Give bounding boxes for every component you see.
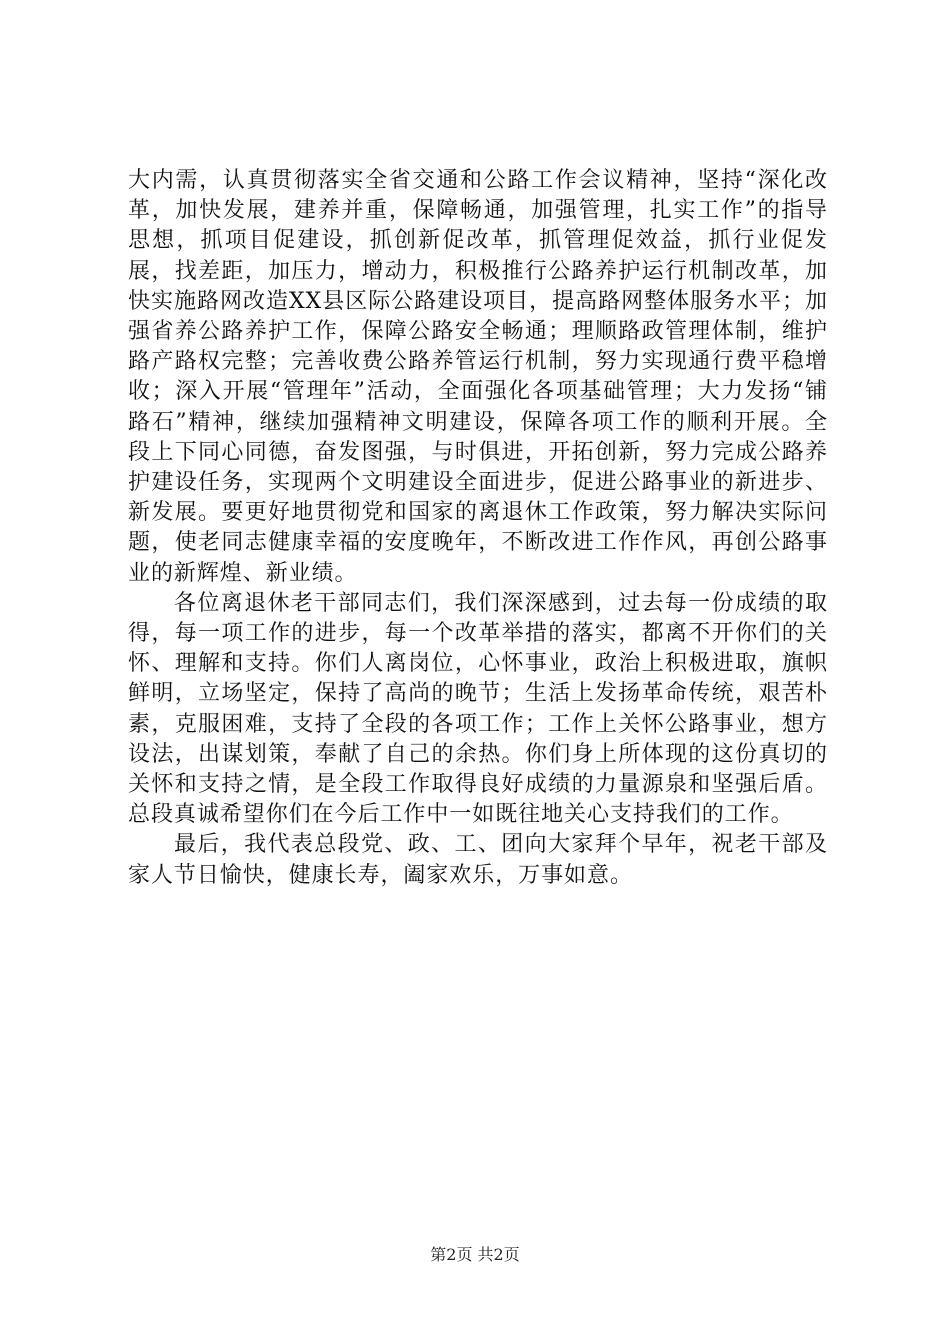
- paragraph-closing: 最后，我代表总段党、政、工、团向大家拜个早年，祝老干部及家人节日愉快，健康长寿，阖家欢乐，万事如意。: [128, 832, 828, 888]
- paragraph-thanks: 各位离退休老干部同志们，我们深深感到，过去每一份成绩的取得，每一项工作的进步，每一个改革举措的落实，都离不开你们的关怀、理解和支持。你们人离岗位，心怀事业，政治上积极进取，旗帜鲜明，立场坚定，保持了高尚的晚节；生活上发扬革命传统，艰苦朴素，克服困难，支持了全段的各项工作；工作上关怀公路事业，想方设法，出谋划策，奉献了自己的余热。你们身上所体现的这份真切的关怀和支持之情，是全段工作取得良好成绩的力量源泉和坚强后盾。总段真诚希望你们在今后工作中一如既往地关心支持我们的工作。: [128, 590, 828, 828]
- paragraph-continuation: 大内需，认真贯彻落实全省交通和公路工作会议精神，坚持“深化改革，加快发展，建养并重，保障畅通，加强管理，扎实工作”的指导思想，抓项目促建设，抓创新促改革，抓管理促效益，抓行业促发展，找差距，加压力，增动力，积极推行公路养护运行机制改革，加快实施路网改造XX县区际公路建设项目，提高路网整体服务水平；加强省养公路养护工作，保障公路安全畅通；理顺路政管理体制，维护路产路权完整；完善收费公路养管运行机制，努力实现通行费平稳增收；深入开展“管理年”活动，全面强化各项基础管理；大力发扬“铺路石”精神，继续加强精神文明建设，保障各项工作的顺利开展。全段上下同心同德，奋发图强，与时俱进，开拓创新，努力完成公路养护建设任务，实现两个文明建设全面进步，促进公路事业的新进步、新发展。要更好地贯彻党和国家的离退休工作政策，努力解决实际问题，使老同志健康幸福的安度晚年，不断改进工作作风，再创公路事业的新辉煌、新业绩。: [128, 168, 828, 586]
- page-number-footer: 第2页 共2页: [430, 1245, 520, 1264]
- document-body: [128, 166, 828, 891]
